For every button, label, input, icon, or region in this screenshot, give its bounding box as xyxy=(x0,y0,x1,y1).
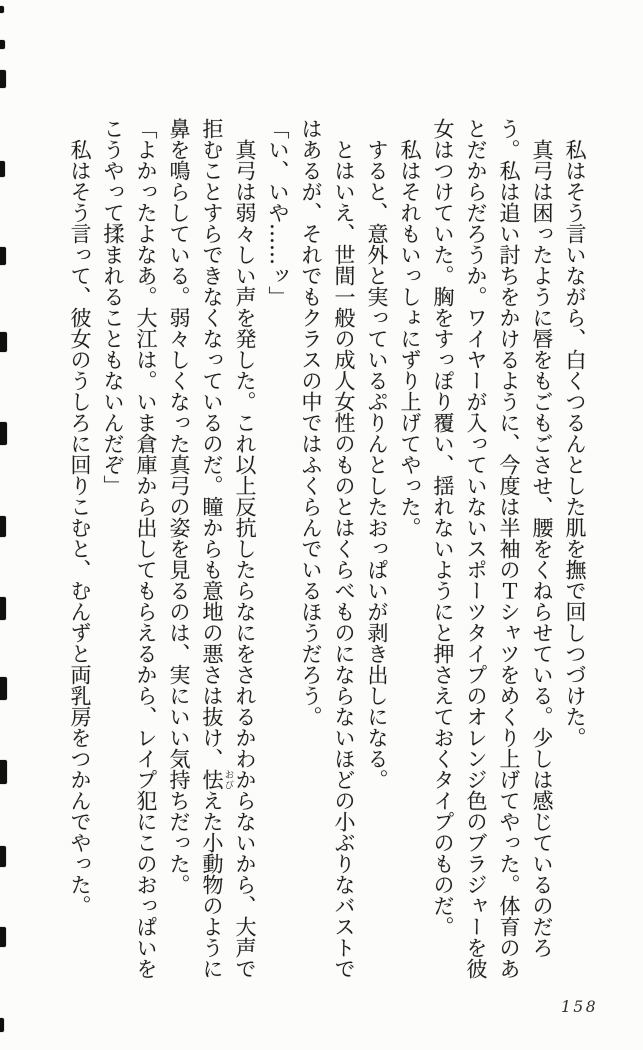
scan-artifact-mark xyxy=(0,927,6,947)
paragraph-6-dialogue: 「い、いや……ッ」 xyxy=(266,118,290,307)
scan-artifact-mark xyxy=(0,6,4,13)
scan-artifact-mark xyxy=(0,422,7,445)
scan-artifact-mark xyxy=(0,516,6,537)
page-number: 158 xyxy=(561,998,599,1016)
paragraph-4: すると、意外と実っているぷりんとしたおっぱいが剥き出しになる。 xyxy=(365,139,389,790)
ruby-base: 怯 xyxy=(200,769,224,790)
ruby-text: おび xyxy=(222,769,234,790)
scan-artifact-mark xyxy=(0,1018,4,1032)
body-text xyxy=(57,118,591,980)
scan-edge-marks xyxy=(0,0,12,1050)
scan-artifact-mark xyxy=(0,597,6,620)
ruby-furigana xyxy=(200,769,234,790)
paragraph-5: とはいえ、世間一般の成人女性のものとはくらべものにならないほどの小ぶりなバストではあるが、それでもクラスの中ではふくらんでいるほうだろう。 xyxy=(299,118,356,979)
paragraph-7 xyxy=(162,118,261,980)
scan-artifact-mark xyxy=(0,332,7,352)
scan-artifact-mark xyxy=(0,247,6,265)
scan-artifact-mark xyxy=(0,846,6,867)
paragraph-9: 私はそう言って、彼女のうしろに回りこむと、むんずと両乳房をつかんでやった。 xyxy=(68,139,92,916)
paragraph-1: 私はそう言いながら、白くつるんとした肌を撫で回しつづけた。 xyxy=(563,139,587,748)
paragraph-2: 真弓は困ったように唇をもごもごさせ、腰をくねらせている。少しは感じているのだろう。私は追い討ちをかけるように、今度は半袖のＴシャツをめくり上げてやった。体育のあとだからだろうか。ワイヤーが入っていないスポーツタイプのオレンジ色のブラジャーを彼女はつけていた。胸をすっぽり覆い、揺れないようにと押さえておくタイプのものだ。 xyxy=(431,118,554,979)
scan-artifact-mark xyxy=(0,760,7,784)
paragraph-7-text-before: 真弓は弱々しい声を発した。これ以上反抗したらなにをされるかわからないから、大声で拒むことすらできなくなっているのだ。瞳からも意地の悪さは抜け、 xyxy=(200,118,257,979)
paragraph-8-dialogue: 「よかったよなあ。大江は。いま倉庫から出してもらえるから、レイプ犯にこのおっぱいをこうやって揉まれることもないんだぞ」 xyxy=(101,118,158,979)
scan-artifact-mark xyxy=(0,40,5,49)
paragraph-3: 私はそれもいっしょにずり上げてやった。 xyxy=(398,139,422,538)
scan-artifact-mark xyxy=(0,677,7,700)
scan-artifact-mark xyxy=(0,70,6,88)
paragraph-7-text-after: えた小動物のように鼻を鳴らしている。弱々しくなった真弓の姿を見るのは、実にいい気持ちだった。 xyxy=(167,118,224,979)
scan-artifact-mark xyxy=(0,161,5,177)
